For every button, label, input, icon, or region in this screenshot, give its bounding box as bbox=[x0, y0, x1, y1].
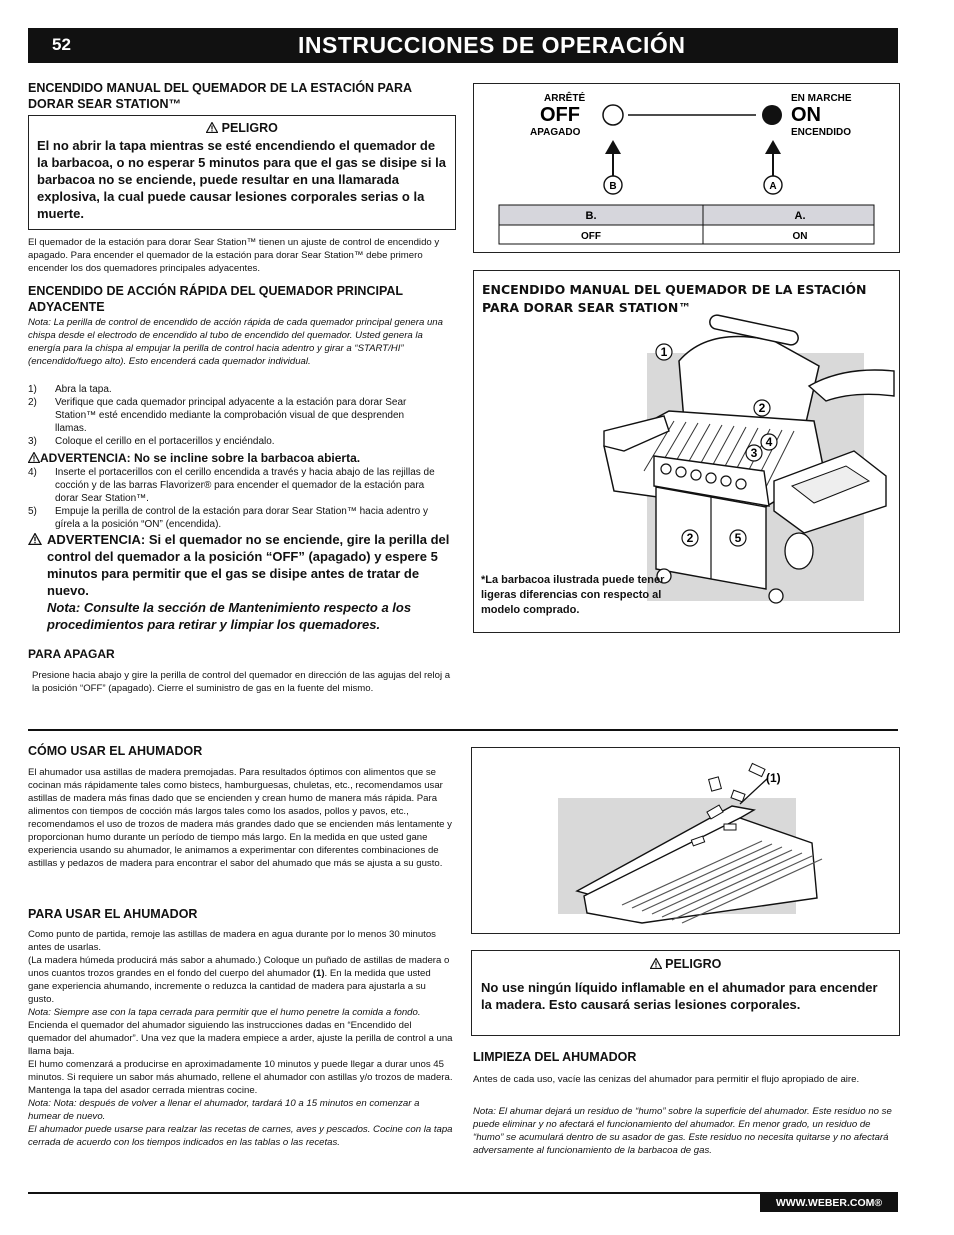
grill-callout-1: 1 bbox=[660, 345, 668, 359]
danger-text: El no abrir la tapa mientras se esté encendiendo el quemador de la barbacoa, o no esperar 5 minutos para que el gas se disipe si la barbacoa no se enciende, puede resultar en una llamarada explosiva, la cual puede causar lesiones corporales serias o la muerte. bbox=[37, 138, 446, 221]
on-off-diagram bbox=[473, 83, 900, 253]
step-item: 5) Empuje la perilla de control de la estación para dorar Sear Station™ hacia adentro y gírela a la posición “ON” (encendida). bbox=[28, 506, 428, 530]
warning-triangle-icon bbox=[28, 533, 42, 545]
step-item: 3) Coloque el cerillo en el portacerillos y enciéndalo. bbox=[28, 436, 275, 447]
label-arrete: ARRÊTÉ bbox=[544, 93, 586, 104]
arrow-up-icon bbox=[605, 140, 621, 154]
use-smoker-note2: Nota: Nota: después de volver a llenar el ahumador, tardará 10 a 15 minutos en comenzar a humear de nuevo. bbox=[28, 1098, 420, 1122]
label-on: ON bbox=[791, 104, 821, 126]
smoker-callout-1: (1) bbox=[766, 771, 781, 785]
use-smoker-p3: Encienda el quemador del ahumador siguiendo las instrucciones dadas en “Encendido del quemador del ahumador”. Una vez que la madera empiece a arder, ajuste la perilla de control a una llama baja. bbox=[28, 1020, 453, 1057]
warning-no-ignite-note: Nota: Consulte la sección de Mantenimiento respecto a los procedimientos para retirar y limpiar los quemadores. bbox=[47, 600, 412, 632]
table-value-b: OFF bbox=[581, 231, 601, 242]
danger-box-2 bbox=[471, 950, 900, 1036]
smoker-text: El ahumador usa astillas de madera premojadas. Para resultados óptimos con alimentos que se cocinan más rápidamente tales como bistecs, hamburguesas, chuletas, etc., recomendamos usar astillas de madera más finas dado que se encienden y crean humo de manera más rápida. Para alimentos con tiempos de cocción más largos tales como los asados, pollos y pavos, etc., recomendamos el uso de trozos de madera más grandes dado que se encienden más lentamente y proporcionan humo durante un período de tiempo más largo. En la medida en que usted gane experiencia usando su ahumador, le animamos a experimentar con diferentes combinaciones de astillas y pedazos de madera para encontrar el sabor del ahumado que más se ajusta a su gusto. bbox=[28, 767, 452, 869]
danger-title: PELIGRO bbox=[221, 121, 278, 135]
turn-off-text: Presione hacia abajo y gire la perilla de control del quemador en dirección de las agujas del reloj a la posición “OFF” (apagado). Cierre el suministro de gas en la fuente del mismo. bbox=[32, 670, 451, 694]
section-title-smoker: CÓMO USAR EL AHUMADOR bbox=[28, 744, 203, 758]
section-title-quick-action: ENCENDIDO DE ACCIÓN RÁPIDA DEL QUEMADOR PRINCIPAL ADYACENTE bbox=[28, 284, 403, 314]
warning-triangle-icon bbox=[650, 958, 662, 969]
quick-action-note: Nota: La perilla de control de encendido de acción rápida de cada quemador principal genera una chispa desde el electrodo de encendido al tubo de encendido del quemador. Usted genera la energía para la chispa al empujar la perilla de control hacia adentro y girar a “START/HI” (encendido/fuego alto). Esto encenderá cada quemador individual. bbox=[28, 317, 443, 367]
footer-url[interactable]: WWW.WEBER.COM® bbox=[760, 1194, 898, 1212]
grill-callout-4: 4 bbox=[765, 435, 773, 449]
grill-diagram bbox=[473, 270, 900, 633]
use-smoker-p4: El humo comenzará a producirse en aproximadamente 10 minutos y puede llegar a durar unos 45 minutos. Si requiere un sabor más ahumado, rellene el ahumador con astillas y/o trozos de madera. Mantenga la tapa del asador cerrada mientras cocine. bbox=[28, 1059, 453, 1096]
step-item: 1) Abra la tapa. bbox=[28, 384, 112, 395]
section-title-clean-smoker: LIMPIEZA DEL AHUMADOR bbox=[473, 1050, 637, 1064]
danger2-title: PELIGRO bbox=[665, 957, 722, 971]
label-apagado: APAGADO bbox=[530, 127, 581, 138]
use-smoker-body bbox=[28, 928, 454, 1149]
intro-paragraph: El quemador de la estación para dorar Sear Station™ tienen un ajuste de control de encendido y apagado. Para encender el quemador de la estación para dorar Sear Station™ debe primero encender los dos quemadores principales adyacentes. bbox=[28, 237, 440, 274]
on-indicator-icon bbox=[762, 105, 782, 125]
use-smoker-note3: El ahumador puede usarse para realzar las recetas de carnes, aves y pescados. Cocine con la tapa cerrada de acuerdo con los tiempos indicados en las tablas o las recetas. bbox=[28, 1124, 453, 1148]
step-item: 2) Verifique que cada quemador principal adyacente a la estación para dorar Sear Station™ esté encendido mediante la comprobación visual de que desprenden llamas. bbox=[28, 397, 407, 434]
page-number: 52 bbox=[52, 35, 71, 54]
grill-diagram-title: ENCENDIDO MANUAL DEL QUEMADOR DE LA ESTACIÓN PARA DORAR SEAR STATION™ bbox=[482, 282, 867, 315]
danger-heading bbox=[29, 121, 455, 135]
grill-callout-2b: 2 bbox=[686, 531, 694, 545]
page-header bbox=[28, 28, 898, 63]
callout-b: B bbox=[609, 181, 617, 192]
step-item: 4) Inserte el portacerillos con el cerillo encendida a través y hacia abajo de las rejillas de cocción y de las barras Flavorizer® para encender el quemador de la estación para dorar Sear Station™. bbox=[28, 467, 435, 504]
table-header-a: A. bbox=[794, 210, 806, 222]
warning-lean: ADVERTENCIA: No se incline sobre la barbacoa abierta. bbox=[28, 451, 454, 465]
warning-triangle-icon bbox=[28, 452, 40, 463]
label-en-marche: EN MARCHE bbox=[791, 93, 852, 104]
arrow-up-icon bbox=[765, 140, 781, 154]
section-divider bbox=[28, 729, 898, 731]
grill-callout-3: 3 bbox=[750, 446, 758, 460]
clean-smoker-text: Antes de cada uso, vacíe las cenizas del ahumador para permitir el flujo apropiado de aire. bbox=[473, 1074, 860, 1085]
danger2-heading bbox=[472, 957, 899, 971]
callout-a: A bbox=[769, 181, 777, 192]
warning-no-ignite-text: ADVERTENCIA: Si el quemador no se enciende, gire la perilla del control del quemador a la posición “OFF” (apagado) y espere 5 minutos para permitir que el gas se disipe antes de tratar de nuevo. bbox=[47, 532, 450, 598]
table-header-b: B. bbox=[585, 210, 597, 222]
smoker-illustration bbox=[472, 748, 899, 933]
smoker-diagram bbox=[471, 747, 900, 934]
use-smoker-p1: Como punto de partida, remoje las astillas de madera en agua durante por lo menos 30 minutos antes de usarlas. bbox=[28, 929, 436, 953]
danger-box-1 bbox=[28, 115, 456, 230]
warning-triangle-icon bbox=[206, 122, 218, 133]
page-title: INSTRUCCIONES DE OPERACIÓN bbox=[298, 32, 686, 58]
grill-callout-2: 2 bbox=[758, 401, 766, 415]
warning-no-ignite bbox=[28, 531, 454, 633]
grill-callout-5: 5 bbox=[734, 531, 742, 545]
off-indicator-icon bbox=[603, 105, 623, 125]
use-smoker-note1: Nota: Siempre ase con la tapa cerrada para permitir que el humo penetre la comida a fondo. bbox=[28, 1007, 421, 1018]
section-title-turn-off: PARA APAGAR bbox=[28, 647, 115, 661]
label-encendido: ENCENDIDO bbox=[791, 127, 852, 138]
steps-list-a bbox=[28, 383, 448, 448]
clean-smoker-note: Nota: El ahumar dejará un residuo de “humo” sobre la superficie del ahumador. Este residuo no se puede eliminar y no afectará el funcionamiento del ahumador. En menor grado, un residuo de “humo” se acumulará dentro de su asador de gas. Este residuo no necesita quitarse y no afectará adversamente al funcionamiento de la barbacoa de gas. bbox=[473, 1106, 892, 1156]
steps-list-b bbox=[28, 466, 448, 531]
use-smoker-p2: (La madera húmeda producirá más sabor a ahumado.) Coloque un puñado de astillas de madera o unos cuantos trozos grandes en el fondo del cuerpo del ahumador (1). En la medida que usted gane experiencia ahumando, incremente o reduzca la cantidad de madera para ajustarla a su gusto. bbox=[28, 955, 450, 1005]
danger2-text: No use ningún líquido inflamable en el ahumador para encender la madera. Esto causará serias lesiones corporales. bbox=[481, 980, 878, 1012]
on-off-figure bbox=[474, 84, 899, 252]
section-title-sear-manual: ENCENDIDO MANUAL DEL QUEMADOR DE LA ESTACIÓN PARA DORAR SEAR STATION™ bbox=[28, 81, 412, 111]
section-title-use-smoker: PARA USAR EL AHUMADOR bbox=[28, 907, 198, 921]
table-value-a: ON bbox=[792, 231, 808, 242]
label-off: OFF bbox=[540, 104, 580, 126]
grill-footnote: *La barbacoa ilustrada puede tener ligeras diferencias con respecto al modelo comprado. bbox=[481, 574, 665, 616]
